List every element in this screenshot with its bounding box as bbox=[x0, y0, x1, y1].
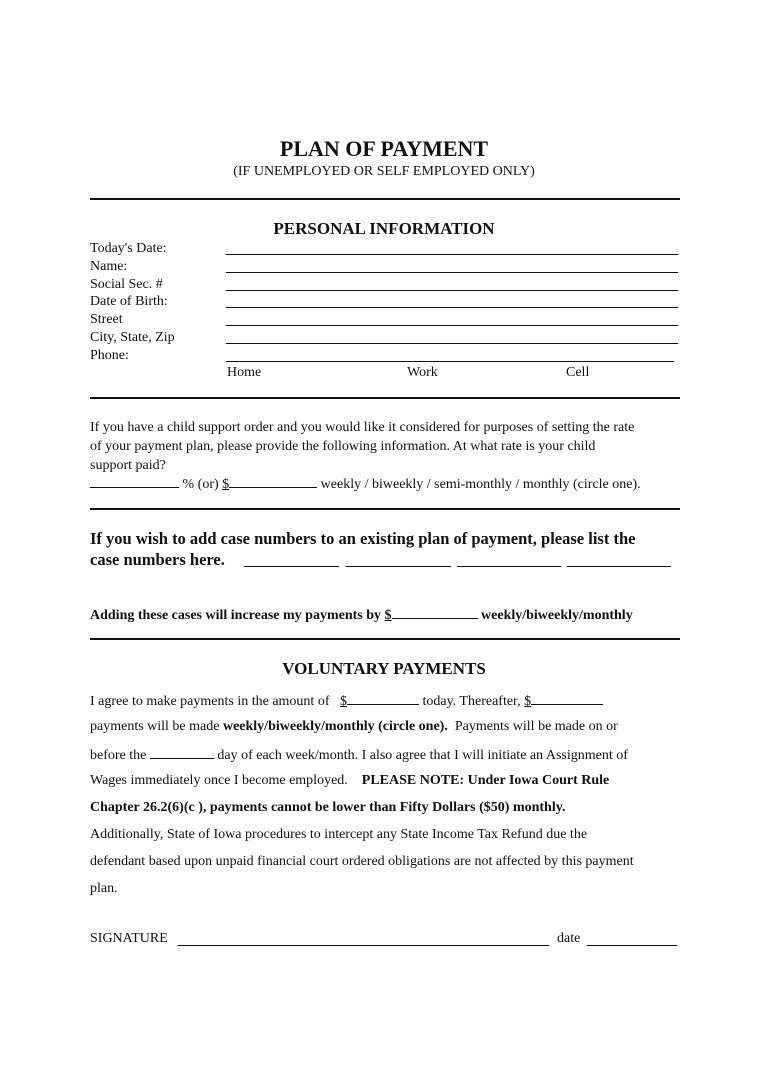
increase-amount-blank[interactable] bbox=[392, 604, 478, 619]
dollar-sign: $ bbox=[524, 694, 532, 709]
case-number-blank-2[interactable] bbox=[346, 566, 451, 567]
voluntary-line-3 bbox=[90, 744, 628, 765]
ssn-field[interactable] bbox=[226, 290, 678, 291]
please-note: PLEASE NOTE: Under Iowa Court Rule bbox=[361, 773, 610, 788]
voluntary-text: Payments will be made on or bbox=[454, 719, 618, 734]
voluntary-line-6: Additionally, State of Iowa procedures to intercept any State Income Tax Refund due the bbox=[90, 827, 588, 842]
ssn-label: Social Sec. # bbox=[90, 277, 163, 292]
signature-field[interactable] bbox=[178, 945, 549, 946]
case-number-blank-1[interactable] bbox=[244, 566, 339, 567]
voluntary-payments-heading: VOLUNTARY PAYMENTS bbox=[282, 659, 486, 678]
dob-label: Date of Birth: bbox=[90, 294, 168, 309]
amount-today-blank[interactable] bbox=[347, 690, 419, 705]
child-support-rate-row bbox=[90, 473, 641, 494]
phone-home-label: Home bbox=[227, 365, 262, 380]
percent-label: % (or) bbox=[182, 477, 219, 492]
dollar-sign: $ bbox=[222, 477, 230, 492]
case-numbers-text-2: case numbers here. bbox=[90, 550, 225, 569]
voluntary-line-4 bbox=[90, 771, 609, 790]
child-support-text-1: If you have a child support order and you would like it considered for purposes of setting the rate bbox=[90, 420, 635, 435]
todays-date-label: Today's Date: bbox=[90, 241, 167, 256]
voluntary-line-2 bbox=[90, 717, 618, 736]
todays-date-field[interactable] bbox=[226, 254, 678, 255]
voluntary-line-8: plan. bbox=[90, 881, 118, 896]
divider bbox=[90, 198, 680, 200]
voluntary-text: I agree to make payments in the amount of bbox=[90, 694, 330, 709]
case-numbers-text-1: If you wish to add case numbers to an existing plan of payment, please list the bbox=[90, 529, 636, 548]
name-field[interactable] bbox=[226, 272, 678, 273]
date-label: date bbox=[557, 931, 581, 946]
voluntary-line-1 bbox=[90, 690, 603, 711]
voluntary-text: payments will be made bbox=[90, 719, 220, 734]
phone-work-label: Work bbox=[407, 365, 438, 380]
divider bbox=[90, 638, 680, 640]
voluntary-text: day of each week/month. I also agree that I will initiate an Assignment of bbox=[217, 748, 628, 763]
increase-frequency: weekly/biweekly/monthly bbox=[481, 608, 633, 623]
phone-label: Phone: bbox=[90, 348, 129, 363]
city-state-zip-field[interactable] bbox=[226, 343, 678, 344]
voluntary-line-7: defendant based upon unpaid financial court ordered obligations are not affected by this payment bbox=[90, 854, 634, 869]
phone-cell-label: Cell bbox=[566, 365, 590, 380]
dollar-blank[interactable] bbox=[229, 473, 317, 488]
case-number-blank-3[interactable] bbox=[457, 566, 561, 567]
circle-one-options: weekly/biweekly/monthly (circle one). bbox=[222, 719, 448, 734]
personal-info-heading: PERSONAL INFORMATION bbox=[273, 219, 495, 238]
voluntary-text: before the bbox=[90, 748, 147, 763]
city-state-zip-label: City, State, Zip bbox=[90, 330, 175, 345]
dollar-sign: $ bbox=[339, 694, 347, 709]
divider bbox=[90, 508, 680, 510]
phone-field[interactable] bbox=[226, 361, 674, 362]
signature-label: SIGNATURE bbox=[90, 931, 168, 946]
voluntary-line-5: Chapter 26.2(6)(c ), payments cannot be lower than Fifty Dollars ($50) monthly. bbox=[90, 800, 566, 815]
voluntary-text: Wages immediately once I become employed. bbox=[90, 773, 348, 788]
frequency-options: weekly / biweekly / semi-monthly / monthly (circle one). bbox=[320, 477, 641, 492]
payment-day-blank[interactable] bbox=[150, 744, 214, 759]
child-support-text-2: of your payment plan, please provide the following information. At what rate is your child bbox=[90, 439, 596, 454]
form-subtitle: (IF UNEMPLOYED OR SELF EMPLOYED ONLY) bbox=[233, 164, 535, 179]
dob-field[interactable] bbox=[226, 307, 678, 308]
case-number-blank-4[interactable] bbox=[567, 566, 671, 567]
signature-date-field[interactable] bbox=[587, 945, 677, 946]
increase-row bbox=[90, 604, 633, 624]
increase-text: Adding these cases will increase my payments by bbox=[90, 608, 382, 623]
amount-thereafter-blank[interactable] bbox=[531, 690, 603, 705]
divider bbox=[90, 397, 680, 399]
street-field[interactable] bbox=[226, 325, 678, 326]
form-title: PLAN OF PAYMENT bbox=[279, 136, 489, 161]
child-support-text-3: support paid? bbox=[90, 458, 166, 473]
percent-blank[interactable] bbox=[90, 473, 179, 488]
increase-dollar: $ bbox=[384, 608, 392, 623]
name-label: Name: bbox=[90, 259, 128, 274]
voluntary-text: today. Thereafter, bbox=[422, 694, 521, 709]
street-label: Street bbox=[90, 312, 123, 327]
